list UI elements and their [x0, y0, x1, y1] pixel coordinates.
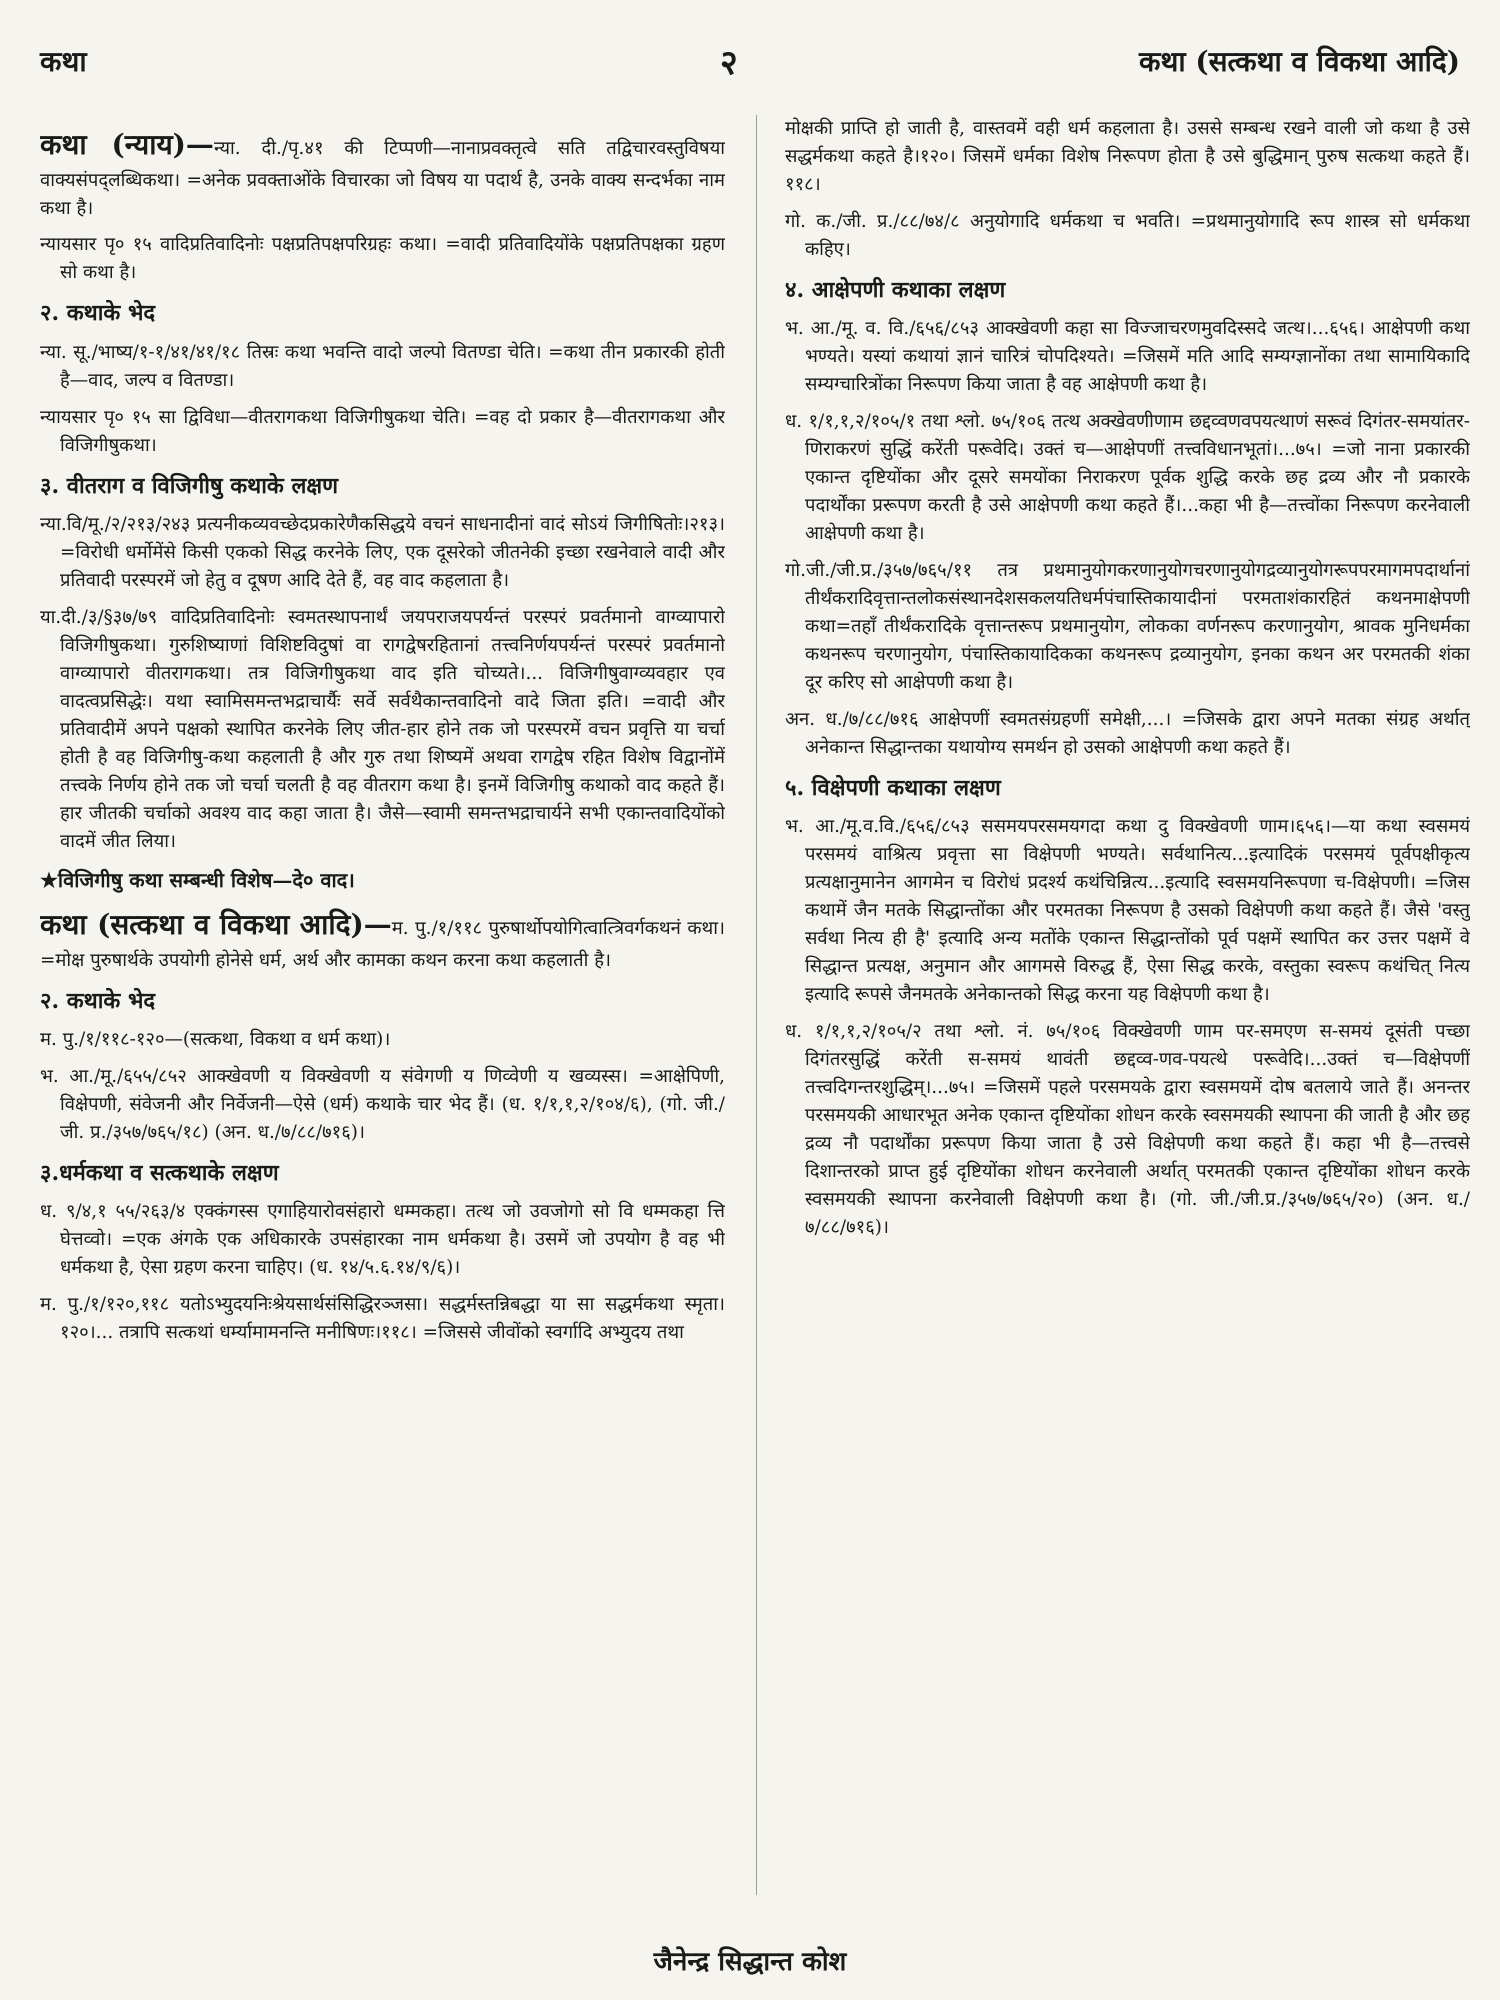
entry-text: न्या. दी./पृ.४१ की टिप्पणी—नानाप्रवक्तृत्वे सति तद्विचारवस्तुविषया वाक्यसंपद्लब्धिकथा। =अनेक प्रवक्ताओंके विचारका जो विषय या पदार्थ है, उनके वाक्य सन्दर्भका नाम कथा है।: [40, 138, 725, 219]
reference-paragraph: भ. आ./मू.व.वि./६५६/८५३ ससमयपरसमयगदा कथा दु विक्खेवणी णाम।६५६।—या कथा स्वसमयं परसमयं वाश्रित्य प्रवृत्ता सा विक्षेपणी भण्यते। सर्वथानित्य...इत्यादिकं परसमयं पूर्वपक्षीकृत्य प्रत्यक्षानुमानेन आगमेन च विरोधं प्रदर्श्य कथंचिन्नित्य...इत्यादि स्वसमयनिरूपणा च-विक्षेपणी। =जिस कथामें जैन मतके सिद्धान्तोंका और परमतका निरूपण है उसको विक्षेपणी कथा कहते हैं। जैसे 'वस्तु सर्वथा नित्य ही है' इत्यादि अन्य मतोंके एकान्त सिद्धान्तोंको पूर्व पक्षमें स्थापित कर उत्तर पक्षमें वे सिद्धान्त प्रत्यक्ष, अनुमान और आगमसे विरुद्ध हैं, ऐसा सिद्ध करके, वस्तुका स्वरूप कथंचित् नित्य इत्यादि रूपसे जैनमतके अनेकान्तको सिद्ध करना यह विक्षेपणी कथा है।: [785, 816, 1470, 1006]
reference-paragraph: अन. ध./७/८८/७१६ आक्षेपणीं स्वमतसंग्रहणीं समेक्षी,...। =जिसके द्वारा अपने मतका संग्रह अर्थात् अनेकान्त सिद्धान्तका यथायोग्य समर्थन हो उसको आक्षेपणी कथा कहते हैं।: [785, 708, 1470, 758]
entry-title-satkatha: कथा (सत्कथा व विकथा आदि)—: [40, 908, 392, 942]
column-divider: [756, 115, 757, 1895]
reference-paragraph: भ. आ./मू./६५५/८५२ आक्खेवणी य विक्खेवणी य संवेगणी य णिव्वेणी य खव्यस्स। =आक्षेपिणी, विक्षेपणी, संवेजनी और निर्वेजनी—ऐसे (धर्म) कथाके चार भेद हैं। (ध. १/१,१,२/१०४/६), (गो. जी./जी. प्र./३५७/७६५/१८) (अन. ध./७/८८/७१६)।: [40, 1066, 725, 1144]
header-right-keyword: कथा (सत्कथा व विकथा आदि): [1138, 45, 1460, 78]
right-column: [785, 115, 1470, 1915]
reference-paragraph: म. पु./१/१२०,११८ यतोऽभ्युदयनिःश्रेयसार्थसंसिद्धिरञ्जसा। सद्धर्मस्तन्निबद्धा या सा सद्धर्मकथा स्मृता।१२०।... तत्रापि सत्कथां धर्म्यामामनन्ति मनीषिणः।११८। =जिससे जीवोंको स्वर्गादि अभ्युदय तथा: [40, 1294, 725, 1344]
continued-paragraph: मोक्षकी प्राप्ति हो जाती है, वास्तवमें वही धर्म कहलाता है। उससे सम्बन्ध रखने वाली जो कथा है उसे सद्धर्मकथा कहते है।१२०। जिसमें धर्मका विशेष निरूपण होता है उसे बुद्धिमान् पुरुष सत्कथा कहते हैं।११८।: [785, 118, 1470, 195]
reference-paragraph: ध. ९/४,१ ५५/२६३/४ एक्कंगस्स एगाहियारोवसंहारो धम्मकहा। तत्थ जो उवजोगो सो वि धम्मकहा त्ति घेत्तव्वो। =एक अंगके एक अधिकारके उपसंहारका नाम धर्मकथा है। उसमें जो उपयोग है वह भी धर्मकथा है, ऐसा ग्रहण करना चाहिए। (ध. १४/५.६.१४/९/६)।: [40, 1201, 725, 1279]
reference-paragraph: गो.जी./जी.प्र./३५७/७६५/११ तत्र प्रथमानुयोगकरणानुयोगचरणानुयोगद्रव्यानुयोगरूपपरमागमपदार्थानां तीर्थंकरादिवृत्तान्तलोकसंस्थानदेशसकलयतिधर्मपंचास्तिकायादीनां परमताशंकारहितं कथनमाक्षेपणी कथा=तहाँ तीर्थंकरादिके वृत्तान्तरूप प्रथमानुयोग, लोकका वर्णनरूप करणानुयोग, श्रावक मुनिधर्मका कथनरूप चरणानुयोग, पंचास्तिकायादिकका कथनरूप द्रव्यानुयोग, इनका कथन अर परमतकी शंका दूर करिए सो आक्षेपणी कथा है।: [785, 560, 1470, 693]
section-heading: ३.धर्मकथा व सत्कथाके लक्षण: [40, 1160, 279, 1187]
header-left-keyword: कथा: [40, 45, 87, 78]
entry-text: म. पु./१/११८ पुरुषार्थोपयोगित्वात्त्रिवर्गकथनं कथा। =मोक्ष पुरुषार्थके उपयोगी होनेसे धर्म, अर्थ और कामका कथन करना कथा कहलाती है।: [40, 918, 725, 971]
reference-paragraph: गो. क./जी. प्र./८८/७४/८ अनुयोगादि धर्मकथा च भवति। =प्रथमानुयोगादि रूप शास्त्र सो धर्मकथा कहिए।: [785, 210, 1470, 260]
reference-paragraph: न्यायसार पृ० १५ सा द्विविधा—वीतरागकथा विजिगीषुकथा चेति। =वह दो प्रकार है—वीतरागकथा और विजिगीषुकथा।: [40, 406, 725, 456]
section-heading: २. कथाके भेद: [40, 300, 156, 327]
reference-paragraph: ध. १/१,१,२/१०५/२ तथा श्लो. नं. ७५/१०६ विक्खेवणी णाम पर-समएण स-समयं दूसंती पच्छा दिगंतरसुद्धिं करेंती स-समयं थावंती छद्दव्व-णव-पयत्थे परूवेदि।...उक्तं च—विक्षेपणीं तत्त्वदिगन्तरशुद्धिम्।...७५। =जिसमें पहले परसमयके द्वारा स्वसमयमें दोष बतलाये जाते हैं। अनन्तर परसमयकी आधारभूत अनेक एकान्त दृष्टियोंका शोधन करके स्वसमयकी स्थापना की जाती है और छह द्रव्य नौ पदार्थोंका प्ररूपण किया जाता है उसे विक्षेपणी कथा कहते हैं। कहा भी है—तत्त्वसे दिशान्तरको प्राप्त हुई दृष्टियोंका शोधन करनेवाली अर्थात् परमतकी एकान्त दृष्टियोंका शोधन करके स्वसमयकी स्थापना करनेवाली विक्षेपणी कथा है। (गो. जी./जी.प्र./३५७/७६५/२०) (अन. ध./७/८८/७१६)।: [785, 1021, 1470, 1238]
section-heading: ५. विक्षेपणी कथाका लक्षण: [785, 774, 1001, 801]
cross-reference-note: ★विजिगीषु कथा सम्बन्धी विशेष—दे० वाद।: [40, 867, 355, 892]
left-column: [40, 115, 725, 1915]
reference-paragraph: न्यायसार पृ० १५ वादिप्रतिवादिनोः पक्षप्रतिपक्षपरिग्रहः कथा। =वादी प्रतिवादियोंके पक्षप्रतिपक्षका ग्रहण सो कथा है।: [40, 234, 725, 284]
reference-paragraph: या.दी./३/§३७/७९ वादिप्रतिवादिनोः स्वमतस्थापनार्थं जयपराजयपर्यन्तं परस्परं प्रवर्तमानो वाग्व्यापारो विजिगीषुकथा। गुरुशिष्याणां विशिष्टविदुषां वा रागद्वेषरहितानां तत्त्वनिर्णयपर्यन्तं परस्परं प्रवर्तमानो वाग्व्यापारो वीतरागकथा। तत्र विजिगीषुकथा वाद इति चोच्यते।... विजिगीषुवाग्व्यवहार एव वादत्वप्रसिद्धेः। यथा स्वामिसमन्तभद्राचार्यैः सर्वे सर्वथैकान्तवादिनो वादे जिता इति। =वादी और प्रतिवादीमें अपने पक्षको स्थापित करनेके लिए जीत-हार होने तक जो परस्परमें वचन प्रवृत्ति या चर्चा होती है वह विजिगीषु-कथा कहलाती है और गुरु तथा शिष्यमें अथवा रागद्वेष रहित विशेष विद्वानोंमें तत्त्वके निर्णय होने तक जो चर्चा चलती है वह वीतराग कथा है। इनमें विजिगीषु कथाको वाद कहते हैं। हार जीतकी चर्चाको अवश्य वाद कहा जाता है। जैसे—स्वामी समन्तभद्राचार्यने सभी एकान्तवादियोंको वादमें जीत लिया।: [40, 607, 725, 852]
page-footer: जैनेन्द्र सिद्धान्त कोश: [653, 1947, 847, 1977]
reference-paragraph: न्या.वि/मू./२/२१३/२४३ प्रत्यनीकव्यवच्छेदप्रकारेणैकसिद्धये वचनं साधनादीनां वादं सोऽयं जिगीषितोः।२१३। =विरोधी धर्मोमेंसे किसी एकको सिद्ध करनेके लिए, एक दूसरेको जीतनेकी इच्छा रखनेवाले वादी और प्रतिवादी परस्परमें जो हेतु व दूषण आदि देते हैं, वह वाद कहलाता है।: [40, 514, 725, 592]
reference-paragraph: म. पु./१/११८-१२०—(सत्कथा, विकथा व धर्म कथा)।: [40, 1029, 391, 1051]
section-heading: ३. वीतराग व विजिगीषु कथाके लक्षण: [40, 472, 339, 499]
reference-paragraph: भ. आ./मू. व. वि./६५६/८५३ आक्खेवणी कहा सा विज्जाचरणमुवदिस्सदे जत्थ।...६५६। आक्षेपणी कथा भण्यते। यस्यां कथायां ज्ञानं चारित्रं चोपदिश्यते। =जिसमें मति आदि सम्यग्ज्ञानोंका तथा सामायिकादि सम्यग्चारित्रोंका निरूपण किया जाता है वह आक्षेपणी कथा है।: [785, 318, 1470, 396]
page-number: २: [720, 43, 738, 83]
entry-title-nyaya: कथा (न्याय)—: [40, 128, 214, 161]
section-heading: २. कथाके भेद: [40, 987, 156, 1014]
reference-paragraph: ध. १/१,१,२/१०५/१ तथा श्लो. ७५/१०६ तत्थ अक्खेवणीणाम छद्दव्वणवपयत्थाणं सरूवं दिगंतर-समयांतर-णिराकरणं सुद्धिं करेंती परूवेदि। उक्तं च—आक्षेपणीं तत्त्वविधानभूतां।...७५। =जो नाना प्रकारकी एकान्त दृष्टियोंका और दूसरे समयोंका निराकरण पूर्वक शुद्धि करके छह द्रव्य और नौ प्रकारके पदार्थोंका प्ररूपण करती है उसे आक्षेपणी कथा कहते हैं।...कहा भी है—तत्त्वोंका निरूपण करनेवाली आक्षेपणी कथा है।: [785, 411, 1470, 545]
section-heading: ४. आक्षेपणी कथाका लक्षण: [785, 276, 1006, 303]
page-header: [40, 42, 1460, 92]
reference-paragraph: न्या. सू./भाष्य/१-१/४१/४१/१८ तिस्रः कथा भवन्ति वादो जल्पो वितण्डा चेति। =कथा तीन प्रकारकी होती है—वाद, जल्प व वितण्डा।: [40, 341, 725, 391]
